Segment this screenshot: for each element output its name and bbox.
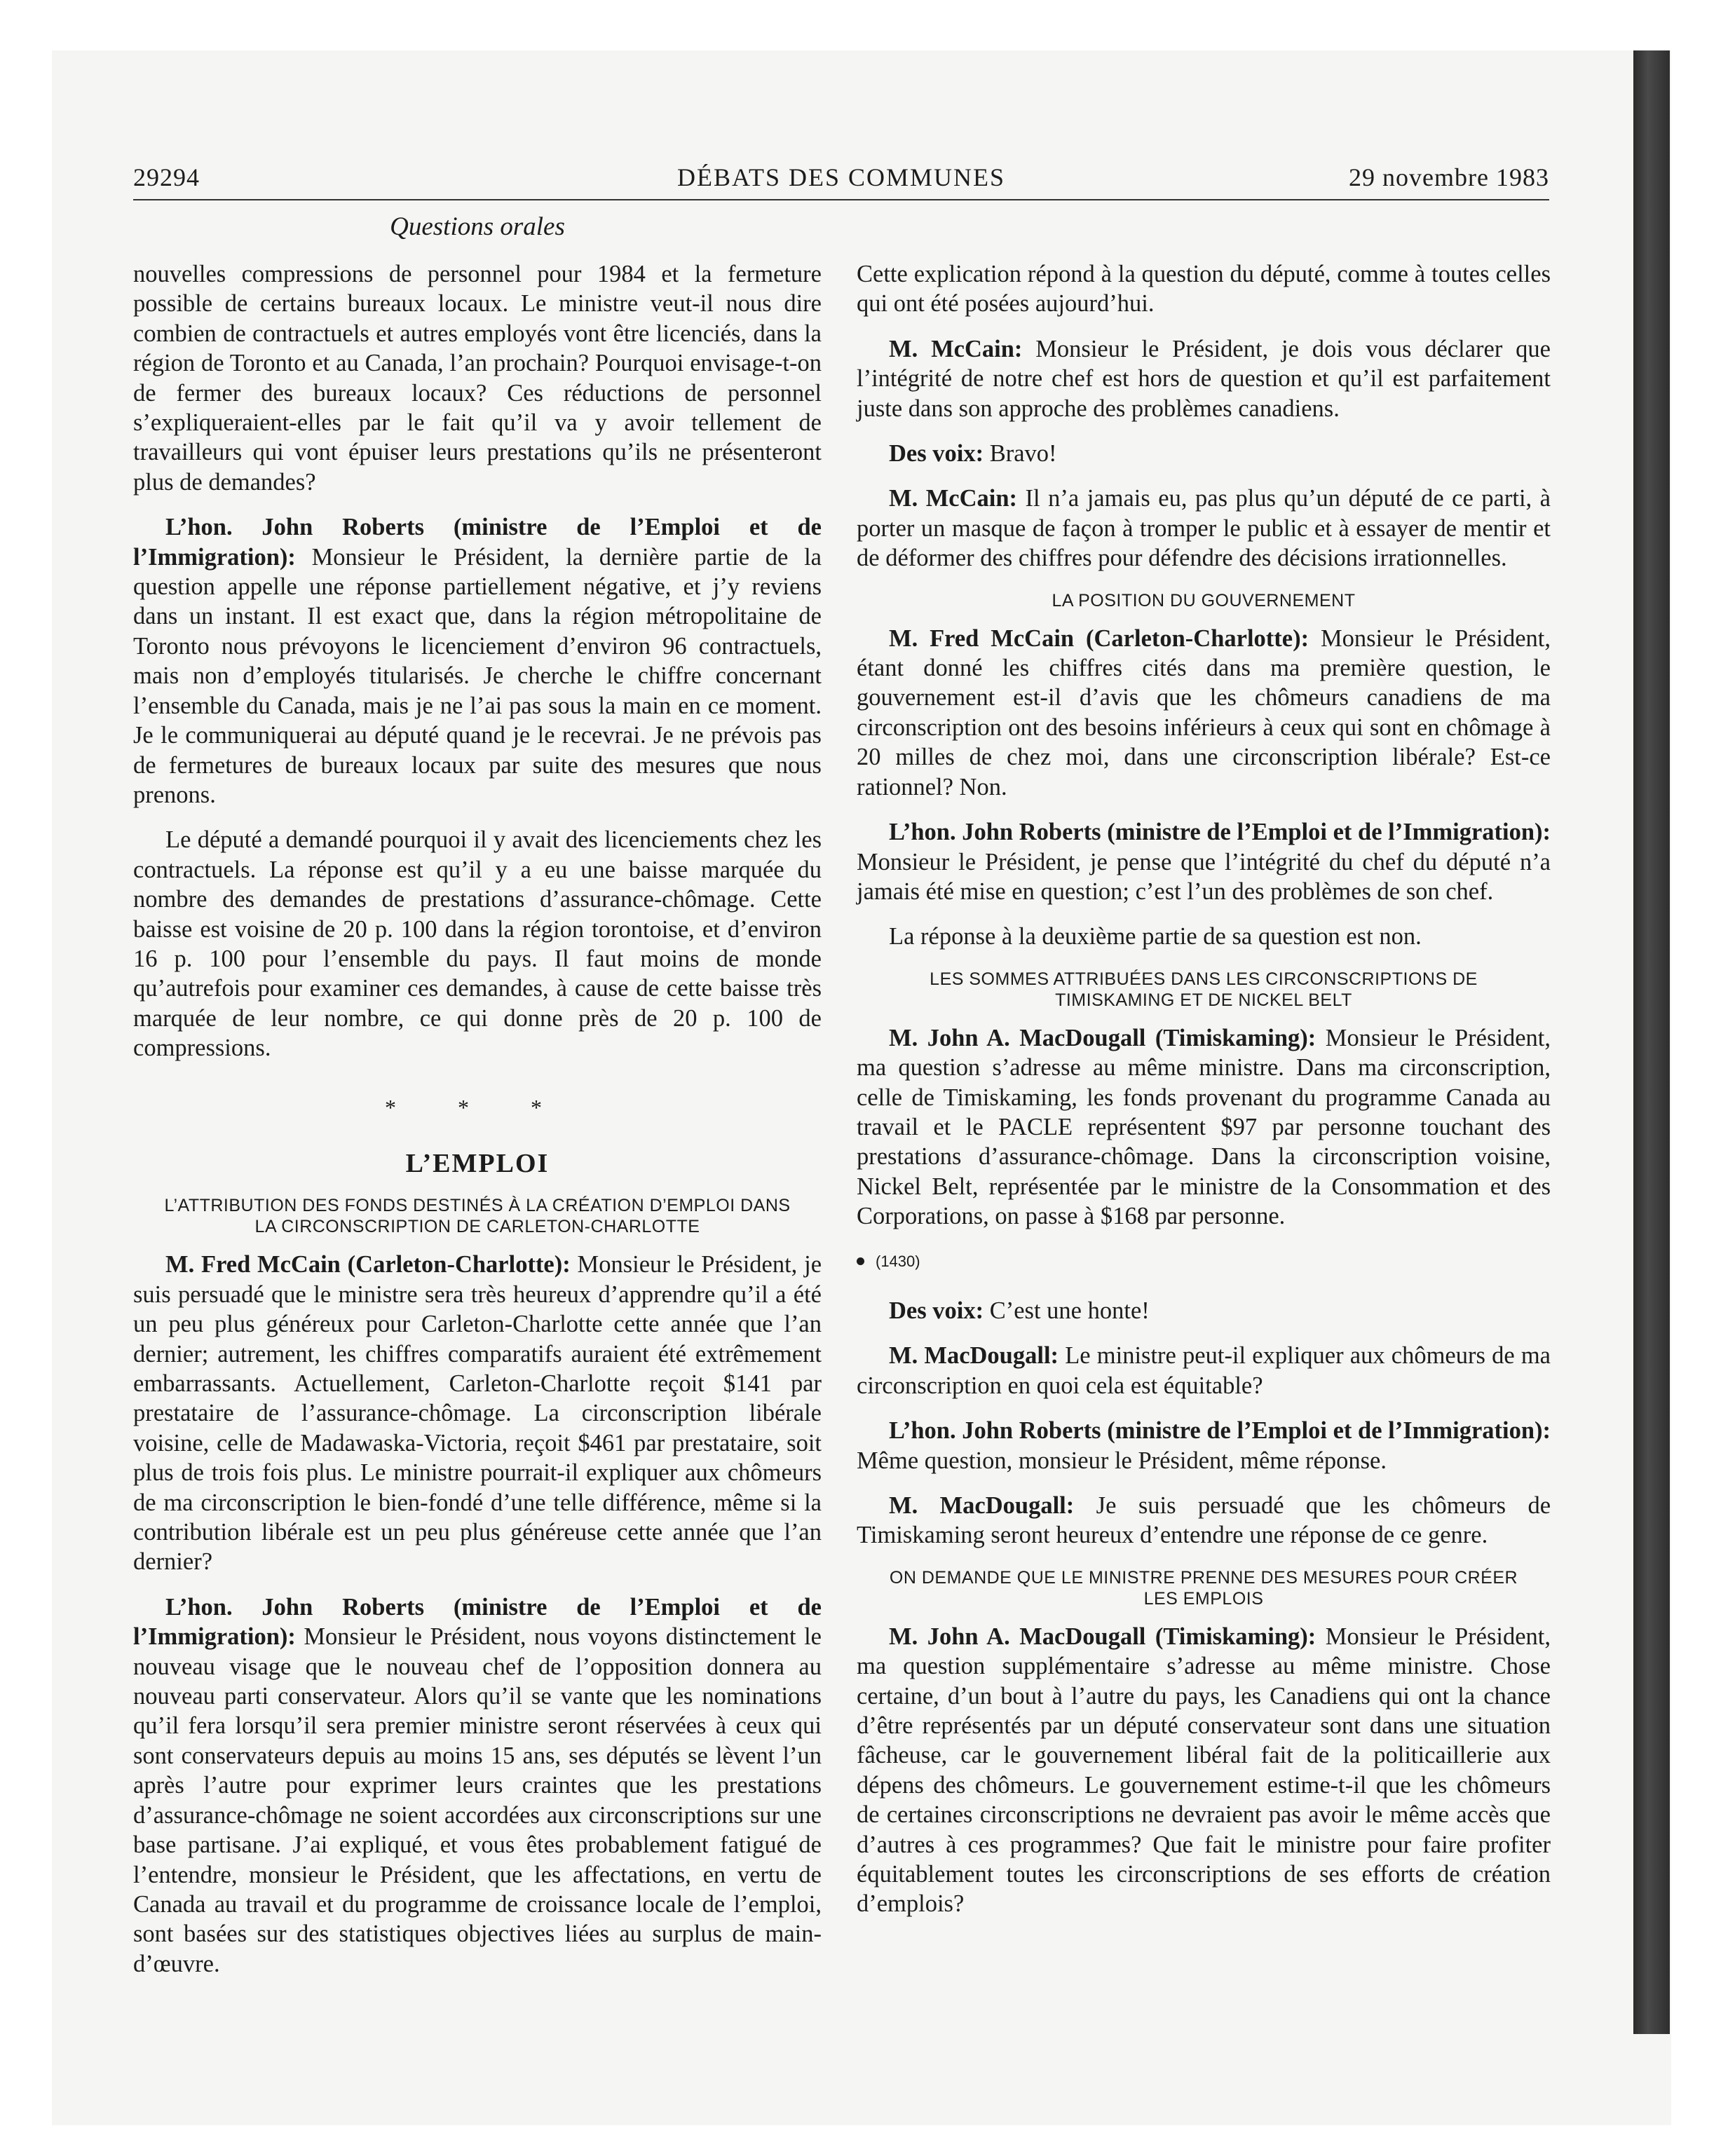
speech: Monsieur le Président, je pense que l’intégrité du chef du député n’a jamais été mise en question; c’est l’un des problèmes de son chef. [857, 848, 1551, 905]
speaker: M. John A. MacDougall (Timiskaming): [889, 1024, 1316, 1051]
section-heading: L’EMPLOI [405, 1148, 550, 1178]
speaker: L’hon. John Roberts (ministre de l’Emploi et de l’Immigration): [889, 819, 1551, 846]
paragraph [857, 1622, 1551, 1919]
speaker: M. MacDougall: [889, 1492, 1075, 1519]
paragraph [133, 1592, 822, 1979]
speaker: L’hon. John Roberts (ministre de l’Emploi et de l’Immigration): [133, 1593, 822, 1651]
speaker: M. McCain: [889, 485, 1018, 512]
paragraph [857, 817, 1551, 906]
speech: Il n’a jamais eu, pas plus qu’un député de ce parti, à porter un masque de façon à tromper le public et à essayer de mentir et de déformer des chiffres pour défendre des décisions irrationnelles. [857, 485, 1551, 572]
paragraph [857, 334, 1551, 423]
speech: Je suis persuadé que les chômeurs de Timiskaming seront heureux d’entendre une réponse de ce genre. [857, 1492, 1551, 1549]
subheading: ON DEMANDE QUE LE MINISTRE PRENNE DES MESURES POUR CRÉER LES EMPLOIS [889, 1567, 1518, 1609]
running-head: Questions orales [390, 212, 565, 241]
time-marker [857, 1247, 1551, 1276]
speech: Monsieur le Président, je suis persuadé que le ministre sera très heureux d’apprendre qu’il a été un peu plus généreux pour Carleton-Charlotte cette année que l’an dernier; autrement, les chiffres comparatifs auraient été extrêmement embarrassants. Actuellement, Carleton-Charlotte reçoit $141 par prestataire de l’assurance-chômage. La circonscription libérale voisine, celle de Madawaska-Victoria, reçoit $461 par prestataire, soit plus de trois fois plus. Le ministre pourrait-il expliquer aux chômeurs de ma circonscription le bien-fondé d’une telle différence, même si la contribution libérale est un peu plus généreuse cette année que l’an dernier? [133, 1251, 822, 1576]
paragraph [857, 439, 1551, 468]
paragraph [857, 1296, 1551, 1325]
speech: Monsieur le Président, étant donné les chiffres cités dans ma première question, le gouvernement est-il d’avis que les chômeurs canadiens de ma circonscription ont des besoins inférieurs à ceux qui sont en chômage à 20 milles de chez moi, dans une circonscription libérale? Est-ce rationnel? Non. [857, 625, 1551, 800]
left-column [133, 259, 822, 1994]
header-rule [133, 199, 1549, 200]
paragraph [857, 1023, 1551, 1231]
page-number: 29294 [133, 163, 200, 191]
speaker: L’hon. John Roberts (ministre de l’Emploi et de l’Immigration): [889, 1417, 1551, 1445]
speaker: M. John A. MacDougall (Timiskaming): [889, 1623, 1316, 1650]
speaker: M. Fred McCain (Carleton-Charlotte): [165, 1251, 571, 1278]
speech: C’est une honte! [984, 1297, 1150, 1324]
page-date: 29 novembre 1983 [1349, 163, 1549, 191]
paragraph [857, 1416, 1551, 1475]
paragraph: Le député a demandé pourquoi il y avait des licenciements chez les contractuels. La réponse est qu’il y a eu une baisse marquée du nombre des demandes de prestations d’assurance-chômage. Cette baisse est voisine de 20 p. 100 dans la région torontoise, et d’environ 16 p. 100 pour l’ensemble du pays. Il faut moins de monde qu’autrefois pour examiner ces demandes, à cause de cette baisse très marquée de leur nombre, ce qui donne près de 20 p. 100 de compressions. [133, 826, 822, 1062]
publication-title: DÉBATS DES COMMUNES [676, 163, 1006, 191]
paragraph [133, 1250, 822, 1576]
speech: Le ministre peut-il expliquer aux chômeurs de ma circonscription en quoi cela est équitable? [857, 1342, 1551, 1399]
speech: Monsieur le Président, nous voyons distinctement le nouveau visage que le nouveau chef de l’opposition donnera au nouveau parti conservateur. Alors qu’il se vante que les nominations qu’il fera lorsqu’il sera premier ministre seront réservées à ceux qui sont conservateurs depuis au moins 15 ans, ses députés se lèvent l’un après l’autre pour exprimer leurs craintes que les prestations d’assurance-chômage ne soient accordées aux circonscriptions sur une base partisane. J’ai expliqué, et vous êtes probablement fatigué de l’entendre, monsieur le Président, que les affectations, en vertu de Canada au travail et du programme de croissance locale de l’emploi, sont basées sur des statistiques objectives liées au surplus de main-d’œuvre. [133, 1623, 822, 1977]
paragraph [857, 1491, 1551, 1550]
speaker: M. Fred McCain (Carleton-Charlotte): [889, 625, 1309, 652]
paragraph: La réponse à la deuxième partie de sa question est non. [889, 923, 1422, 950]
binding-edge [1633, 50, 1670, 2034]
time-stamp: (1430) [876, 1252, 920, 1270]
paragraph [857, 624, 1551, 802]
bullet-icon [857, 1257, 864, 1265]
speech: Monsieur le Président, ma question s’adresse au même ministre. Dans ma circonscription, celle de Timiskaming, les fonds provenant du programme Canada au travail et le PACLE représentent $97 par personne touchant des prestations d’assurance-chômage. Dans la circonscription voisine, Nickel Belt, représentée par le ministre de la Consommation et des Corporations, on passe à $168 par personne. [857, 1024, 1551, 1230]
speech: Monsieur le Président, ma question supplémentaire s’adresse au même ministre. Chose certaine, d’un bout à l’autre du pays, les Canadiens qui ont la chance d’être représentés par un député conservateur sont dans une situation fâcheuse, car le gouvernement libéral fait de la politicaillerie aux dépens des chômeurs. Le gouvernement estime-t-il que les chômeurs de certaines circonscriptions ne devraient pas avoir le même accès que d’autres à ces programmes? Que fait le ministre pour faire profiter équitablement toutes les circonscriptions de ses efforts de création d’emplois? [857, 1623, 1551, 1918]
paragraph [857, 1341, 1551, 1400]
paragraph [857, 484, 1551, 573]
right-column [857, 259, 1551, 1935]
speaker: L’hon. John Roberts (ministre de l’Emploi et de l’Immigration): [133, 514, 822, 571]
paragraph: nouvelles compressions de personnel pour 1984 et la fermeture possible de certains bureaux locaux. Le ministre veut-il nous dire combien de contractuels et autres employés vont être licenciés, dans la région de Toronto et au Canada, l’an prochain? Pourquoi envisage-t-on de fermer des bureaux locaux? Ces réductions de personnel s’expliqueraient-elles par le fait qu’il va y avoir tellement de travailleurs qui vont épuiser leurs prestations qu’ils ne présenteront plus de demandes? [133, 261, 822, 496]
subheading: LES SOMMES ATTRIBUÉES DANS LES CIRCONSCRIPTIONS DE TIMISKAMING ET DE NICKEL BELT [930, 969, 1478, 1010]
paragraph: Cette explication répond à la question du député, comme à toutes celles qui ont été posées aujourd’hui. [857, 261, 1551, 318]
paragraph [133, 512, 822, 810]
page-header [133, 163, 1549, 196]
speaker: Des voix: [889, 1297, 984, 1324]
speech: Même question, monsieur le Président, même réponse. [857, 1447, 1387, 1474]
speaker: M. McCain: [889, 335, 1023, 362]
speaker: Des voix: [889, 440, 984, 468]
speech: Bravo! [984, 440, 1057, 468]
subheading: LA POSITION DU GOUVERNEMENT [1052, 590, 1356, 610]
separator-stars: * * * [385, 1094, 570, 1120]
speech: Monsieur le Président, je dois vous déclarer que l’intégrité de notre chef est hors de question et qu’il est parfaitement juste dans son approche des problèmes canadiens. [857, 335, 1551, 422]
speaker: M. MacDougall: [889, 1342, 1059, 1370]
speech: Monsieur le Président, la dernière partie de la question appelle une réponse partiellement négative, et j’y reviens dans un instant. Il est exact que, dans la région métropolitaine de Toronto nous prévoyons le licenciement d’environ 96 contractuels, mais non d’employés titularisés. Je cherche le chiffre concernant l’ensemble du Canada, mais je ne l’ai pas sous la main en ce moment. Je le communiquerai au député quand je le recevrai. Je ne prévois pas de fermetures de bureaux locaux par suite des mesures que nous prenons. [133, 543, 822, 808]
subheading: L’ATTRIBUTION DES FONDS DESTINÉS À LA CRÉATION D’EMPLOI DANS LA CIRCONSCRIPTION DE CARLETON-CHARLOTTE [164, 1196, 791, 1237]
